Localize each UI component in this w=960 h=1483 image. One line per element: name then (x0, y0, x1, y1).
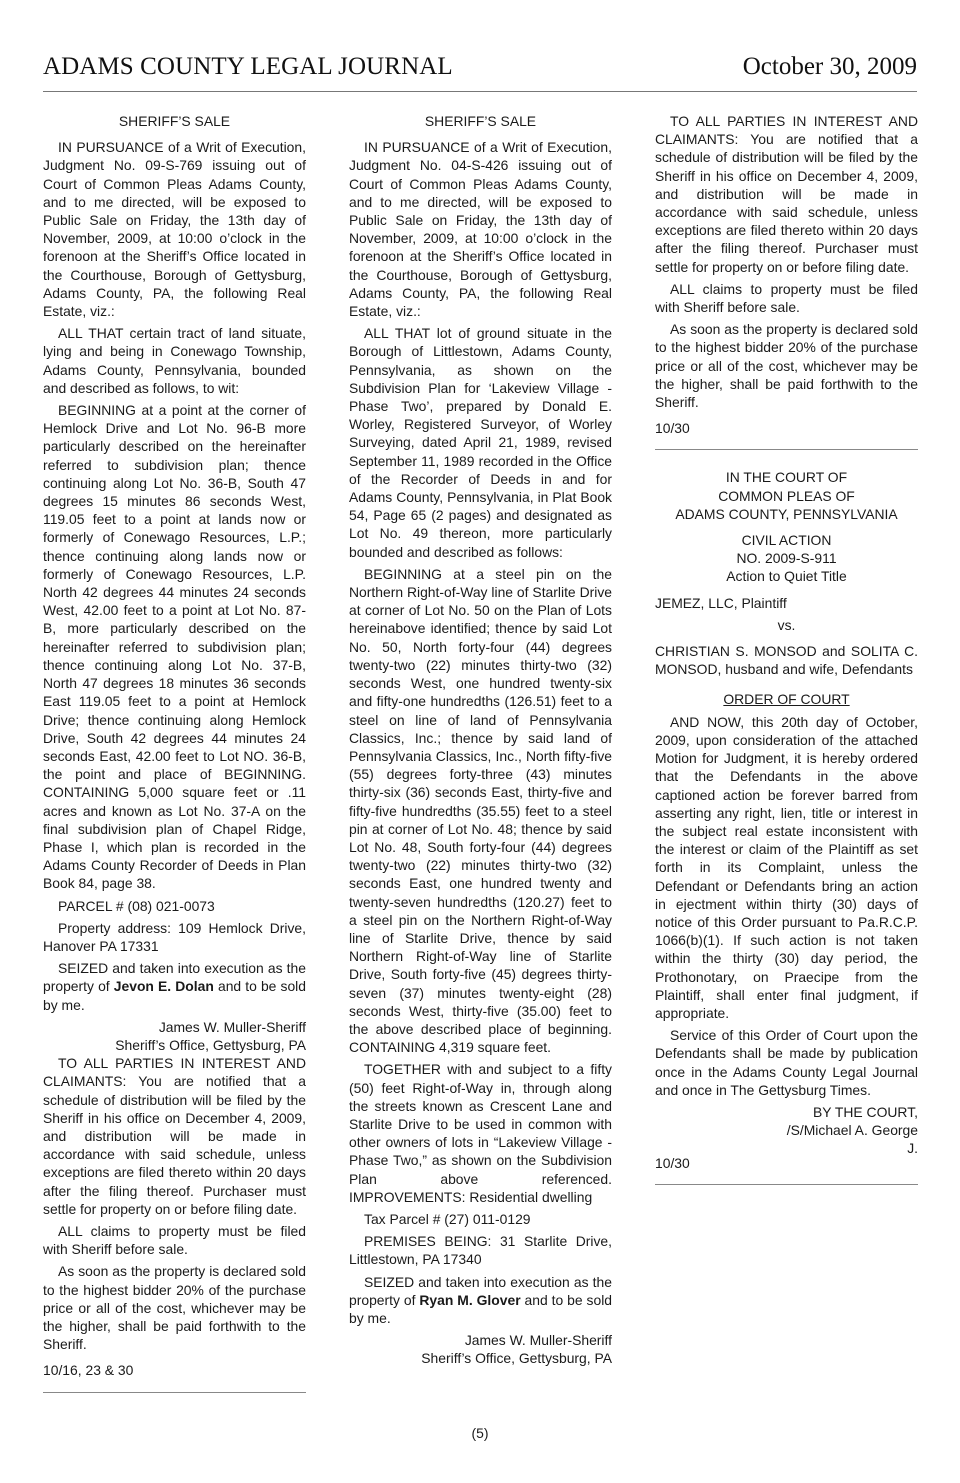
section-divider (43, 1392, 306, 1393)
section-divider (655, 449, 918, 450)
judge-signature: /S/Michael A. George (786, 1122, 918, 1139)
column-middle (349, 112, 612, 1368)
premises-address: PREMISES BEING: 31 Starlite Drive, Littlestown, PA 17340 (349, 1233, 612, 1268)
payment-notice: As soon as the property is declared sold to the highest bidder 20% of the purchase price or all of the cost, whichever may be the higher, shall be paid forthwith to the Sheriff. (655, 321, 918, 411)
defendant-name: Jevon E. Dolan (113, 978, 214, 995)
seized-text: SEIZED and taken into execution as the property of (349, 1273, 612, 1308)
seized-text-end: and to be sold by me. (43, 978, 306, 1013)
defendants: CHRISTIAN S. MONSOD and SOLITA C. MONSOD, husband and wife, Defendants (655, 643, 918, 678)
plaintiff: JEMEZ, LLC, Plaintiff (655, 594, 787, 611)
right-of-way-paragraph: TOGETHER with and subject to a fifty (50) feet Right-of-Way in, through along the streets known as Crescent Lane and Starlite Drive to be used in common with other owners of lots in “Lakeview Village - Phase Two,” as shown on the Subdivision Plan above referenced. IMPROVEMENTS: Residential dwelling (349, 1061, 612, 1205)
writ-paragraph: IN PURSUANCE of a Writ of Execution, Judgment No. 04-S-426 issuing out of Court of Common Pleas Adams County, and to me directed, will be exposed to Public Sale on Friday, the 13th day of November, 2009, at 10:00 o’clock in the forenoon at the Sheriff’s Office located in the Courthouse, Borough of Gettysburg, Adams County, PA, the following Real Estate, viz.: (349, 139, 612, 320)
legal-description: BEGINNING at a point at the corner of Hemlock Drive and Lot No. 96-B more particularly described on the hereinafter referred to subdivision plan; thence continuing along Lot No. 36-B, South 47 degrees 15 minutes 86 seconds West, 119.05 feet to a point at lands now or formerly of Conewago Resources, L.P.; thence continuing along lands now or formerly of Conewago Resources, L.P. North 42 degrees 44 minutes 24 seconds West, 42.00 feet to a point at Lot No. 87-B, more particularly described on the hereinafter referred to subdivision plan; thence continuing along Lot No. 37-B, North 47 degrees 18 minutes 36 seconds East 119.05 feet to a point at Hemlock Drive; thence continuing along Hemlock Drive, South 42 degrees 44 minutes 24 seconds East, 42.00 feet to Lot NO. 36-B, the point and place of BEGINNING. CONTAINING 5,000 square feet or .11 acres and known as Lot No. 37-A on the final subdivision plan of Chapel Ridge, Phase I, which plan is recorded in the Adams County Recorder of Deeds in Plan Book 84, page 38. (43, 402, 306, 892)
distribution-notice: TO ALL PARTIES IN INTEREST AND CLAIMANTS: You are notified that a schedule of distribution will be filed by the Sheriff in his office on December 4, 2009, and distribution will be made in accordance with said schedule, unless exceptions are filed thereto within 20 days after the filing thereof. Purchaser must settle for property on or before filing date. (655, 113, 918, 275)
tract-paragraph: ALL THAT certain tract of land situate, lying and being in Conewago Township, Adams County, Pennsylvania, bounded and described as follows, to wit: (43, 325, 306, 396)
payment-notice: As soon as the property is declared sold to the highest bidder 20% of the purchase price or all of the cost, whichever may be the higher, shall be paid forthwith to the Sheriff. (43, 1263, 306, 1353)
sheriff-office: Sheriff’s Office, Gettysburg, PA (115, 1036, 306, 1053)
sheriff-signature: James W. Muller-Sheriff (464, 1332, 612, 1349)
journal-title: ADAMS COUNTY LEGAL JOURNAL (43, 53, 453, 80)
tax-parcel: Tax Parcel # (27) 011-0129 (364, 1210, 531, 1227)
issue-date: October 30, 2009 (742, 53, 917, 80)
seized-paragraph (349, 1273, 612, 1328)
defendant-name: Ryan M. Glover (419, 1291, 521, 1308)
judge-suffix: J. (907, 1140, 918, 1157)
column-right (655, 112, 918, 1185)
lot-paragraph: ALL THAT lot of ground situate in the Borough of Littlestown, Adams County, Pennsylvania, as shown on the Subdivision Plan for ‘Lakeview Village - Phase Two’, prepared by Donald E. Worley, Registered Surveyor, of Worley Surveying, dated April 21, 1989, revised September 11, 1989 recorded in the Office of the Recorder of Deeds in and for Adams County, Pennsylvania, in Plat Book 54, Page 65 (2 pages) and designated as Lot No. 49 thereon, more particularly bounded and described as follows: (349, 325, 612, 560)
sheriff-sale-heading: SHERIFF’S SALE (424, 113, 537, 129)
publication-date: 10/30 (655, 1154, 690, 1171)
court-name-line3: ADAMS COUNTY, PENNSYLVANIA (675, 505, 898, 522)
seized-paragraph (43, 959, 306, 1014)
page-number: (5) (471, 1425, 489, 1441)
court-name-line1: IN THE COURT OF (725, 469, 848, 486)
legal-description: BEGINNING at a steel pin on the Northern Right-of-Way line of Starlite Drive at corner of Lot No. 50 on the Plan of Lots hereinabove identified; thence by said Lot No. 50, North forty-four (44) degrees twenty-two (22) minutes thirty-two (32) seconds West, one hundred twenty-six and fifty-one hundredths (126.51) feet to a steel on line of land of Pennsylvania Classics, Inc.; thence by said land of Pennsylvania Classics, Inc., North fifty-five (55) degrees forty-three (43) minutes thirty-six (36) seconds East, thirty-five and fifty-five hundredths (35.55) feet to a steel pin at corner of Lot No. 48; thence by said Lot No. 48, South forty-four (44) degrees twenty-two (22) minutes thirty-two (32) seconds East, one hundred twenty and twenty-seven hundredths (120.27) feet to a steel pin on the Northern Right-of-Way line of Starlite Drive, thence by said Northern Right-of-Way line of Starlite Drive, South forty-five (45) degrees thirty-seven (37) minutes twenty-eight (28) seconds West, thirty-five (35.00) feet to the above described place of beginning. CONTAINING 4,319 square feet. (349, 565, 612, 1056)
column-left (43, 112, 306, 1393)
versus: vs. (777, 616, 796, 633)
action-type: Action to Quiet Title (726, 568, 847, 585)
writ-paragraph: IN PURSUANCE of a Writ of Execution, Judgment No. 09-S-769 issuing out of Court of Common Pleas Adams County, and to me directed, will be exposed to Public Sale on Friday, the 13th day of November, 2009, at 10:00 o’clock in the forenoon at the Sheriff’s Office located in the Courthouse, Borough of Gettysburg, Adams County, PA, the following Real Estate, viz.: (43, 139, 306, 320)
section-divider (655, 1184, 918, 1185)
sheriff-signature: James W. Muller-Sheriff (158, 1018, 306, 1035)
by-the-court: BY THE COURT, (813, 1103, 918, 1120)
court-name-line2: COMMON PLEAS OF (718, 487, 855, 504)
claims-notice: ALL claims to property must be filed with Sheriff before sale. (43, 1222, 306, 1258)
sheriff-office: Sheriff’s Office, Gettysburg, PA (421, 1350, 612, 1367)
case-number: NO. 2009-S-911 (736, 550, 837, 567)
seized-text: SEIZED and taken into execution as the property of (43, 960, 306, 995)
publication-dates: 10/16, 23 & 30 (43, 1362, 134, 1379)
publication-dates: 10/30 (655, 420, 690, 437)
distribution-notice: TO ALL PARTIES IN INTEREST AND CLAIMANTS: You are notified that a schedule of distribution will be filed by the Sheriff in his office on December 4, 2009, and distribution will be made in accordance with said schedule, unless exceptions are filed thereto within 20 days after the filing thereof. Purchaser must settle for property on or before filing date. (43, 1055, 306, 1217)
service-paragraph: Service of this Order of Court upon the Defendants shall be made by publication once in the Adams County Legal Journal and once in The Gettysburg Times. (655, 1027, 918, 1098)
seized-text-end: and to be sold by me. (349, 1291, 613, 1326)
masthead (43, 52, 917, 82)
sheriff-sale-heading: SHERIFF’S SALE (118, 113, 231, 129)
property-address: Property address: 109 Hemlock Drive, Hanover PA 17331 (43, 919, 306, 954)
order-paragraph: AND NOW, this 20th day of October, 2009, upon consideration of the attached Motion for Judgment, it is hereby ordered that the Defendants in the above captioned action be forever barred from asserting any right, lien, title or interest in the subject real estate inconsistent with the interest or claim of the Plaintiff as set forth in its Complaint, unless the Defendant or Defendants bring an action in ejectment within thirty (30) days of notice of this Order pursuant to Pa.R.C.P. 1066(b)(1). If such action is not taken within the thirty (30) day period, the Prothonotary, on Praecipe from the Plaintiff, shall enter final judgment, if appropriate. (655, 713, 918, 1021)
claims-notice: ALL claims to property must be filed with Sheriff before sale. (655, 280, 918, 316)
parcel-number: PARCEL # (08) 021-0073 (58, 897, 215, 914)
header-rule (43, 91, 917, 92)
civil-action: CIVIL ACTION (741, 532, 832, 549)
order-heading: ORDER OF COURT (723, 691, 850, 708)
